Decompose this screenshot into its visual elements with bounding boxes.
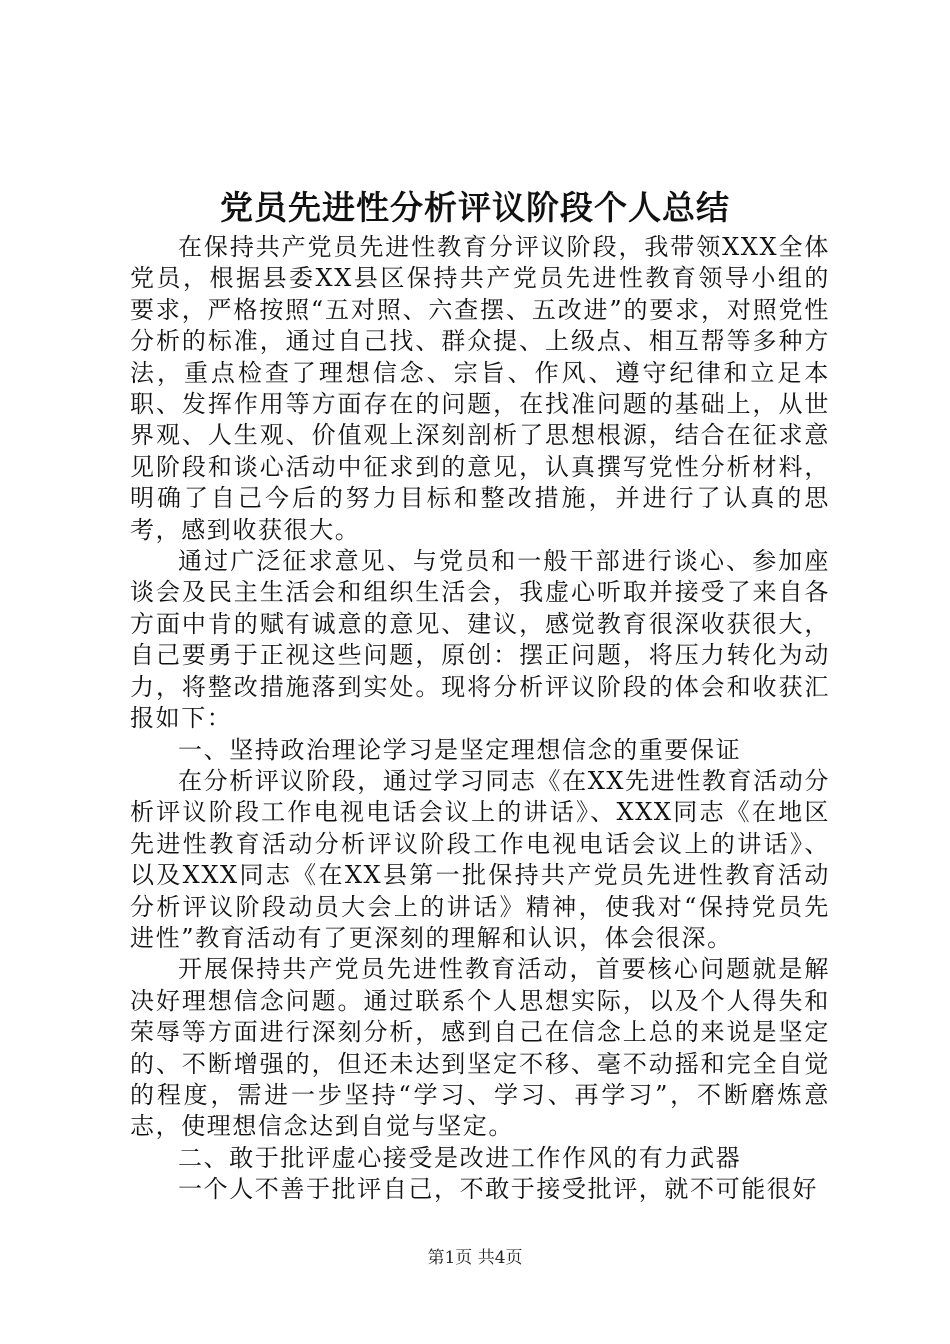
paragraph-criticism: 一个人不善于批评自己，不敢于接受批评，就不可能很好: [178, 1175, 818, 1204]
paragraph-intro: 在保持共产党员先进性教育分评议阶段，我带领XXX全体党员，根据县委XX县区保持共产党员先进性教育领导小组的要求，严格按照“五对照、六查摆、五改进”的要求，对照党性分析的标准，通过自己找、群众提、上级点、相互帮等多种方法，重点检查了理想信念、宗旨、作风、遵守纪律和立足本职、发挥作用等方面存在的问题，在找准问题的基础上，从世界观、人生观、价值观上深刻剖析了思想根源，结合在征求意见阶段和谈心活动中征求到的意见，认真撰写党性分析材料，明确了自己今后的努力目标和整改措施，并进行了认真的思考，感到收获很大。: [130, 233, 830, 544]
document-title: 党员先进性分析评议阶段个人总结: [220, 188, 730, 227]
paragraph-feedback: 通过广泛征求意见、与党员和一般干部进行谈心、参加座谈会及民主生活会和组织生活会，我虚心听取并接受了来自各方面中肯的赋有诚意的意见、建议，感觉教育很深收获很大，自己要勇于正视这些问题，原创：摆正问题，将压力转化为动力，将整改措施落到实处。现将分析评议阶段的体会和收获汇报如下：: [130, 547, 830, 733]
section-heading-1: 一、坚持政治理论学习是坚定理想信念的重要保证: [178, 735, 742, 764]
document-body: [130, 232, 830, 1206]
section-heading-2: 二、敢于批评虚心接受是改进工作作风的有力武器: [178, 1143, 742, 1172]
paragraph-beliefs: 开展保持共产党员先进性教育活动，首要核心问题就是解决好理想信念问题。通过联系个人思想实际，以及个人得失和荣辱等方面进行深刻分析，感到自己在信念上总的来说是坚定的、不断增强的，但还未达到坚定不移、毫不动摇和完全自觉的程度，需进一步坚持“学习、学习、再学习”，不断磨炼意志，使理想信念达到自觉与坚定。: [130, 955, 830, 1141]
page-number: 第1页 共4页: [427, 1248, 523, 1268]
paragraph-study: 在分析评议阶段，通过学习同志《在XX先进性教育活动分析评议阶段工作电视电话会议上的讲话》、XXX同志《在地区先进性教育活动分析评议阶段工作电视电话会议上的讲话》、以及XXX同志《在XX县第一批保持共产党员先进性教育活动分析评议阶段动员大会上的讲话》精神，使我对“保持党员先进性”教育活动有了更深刻的理解和认识，体会很深。: [130, 766, 830, 952]
